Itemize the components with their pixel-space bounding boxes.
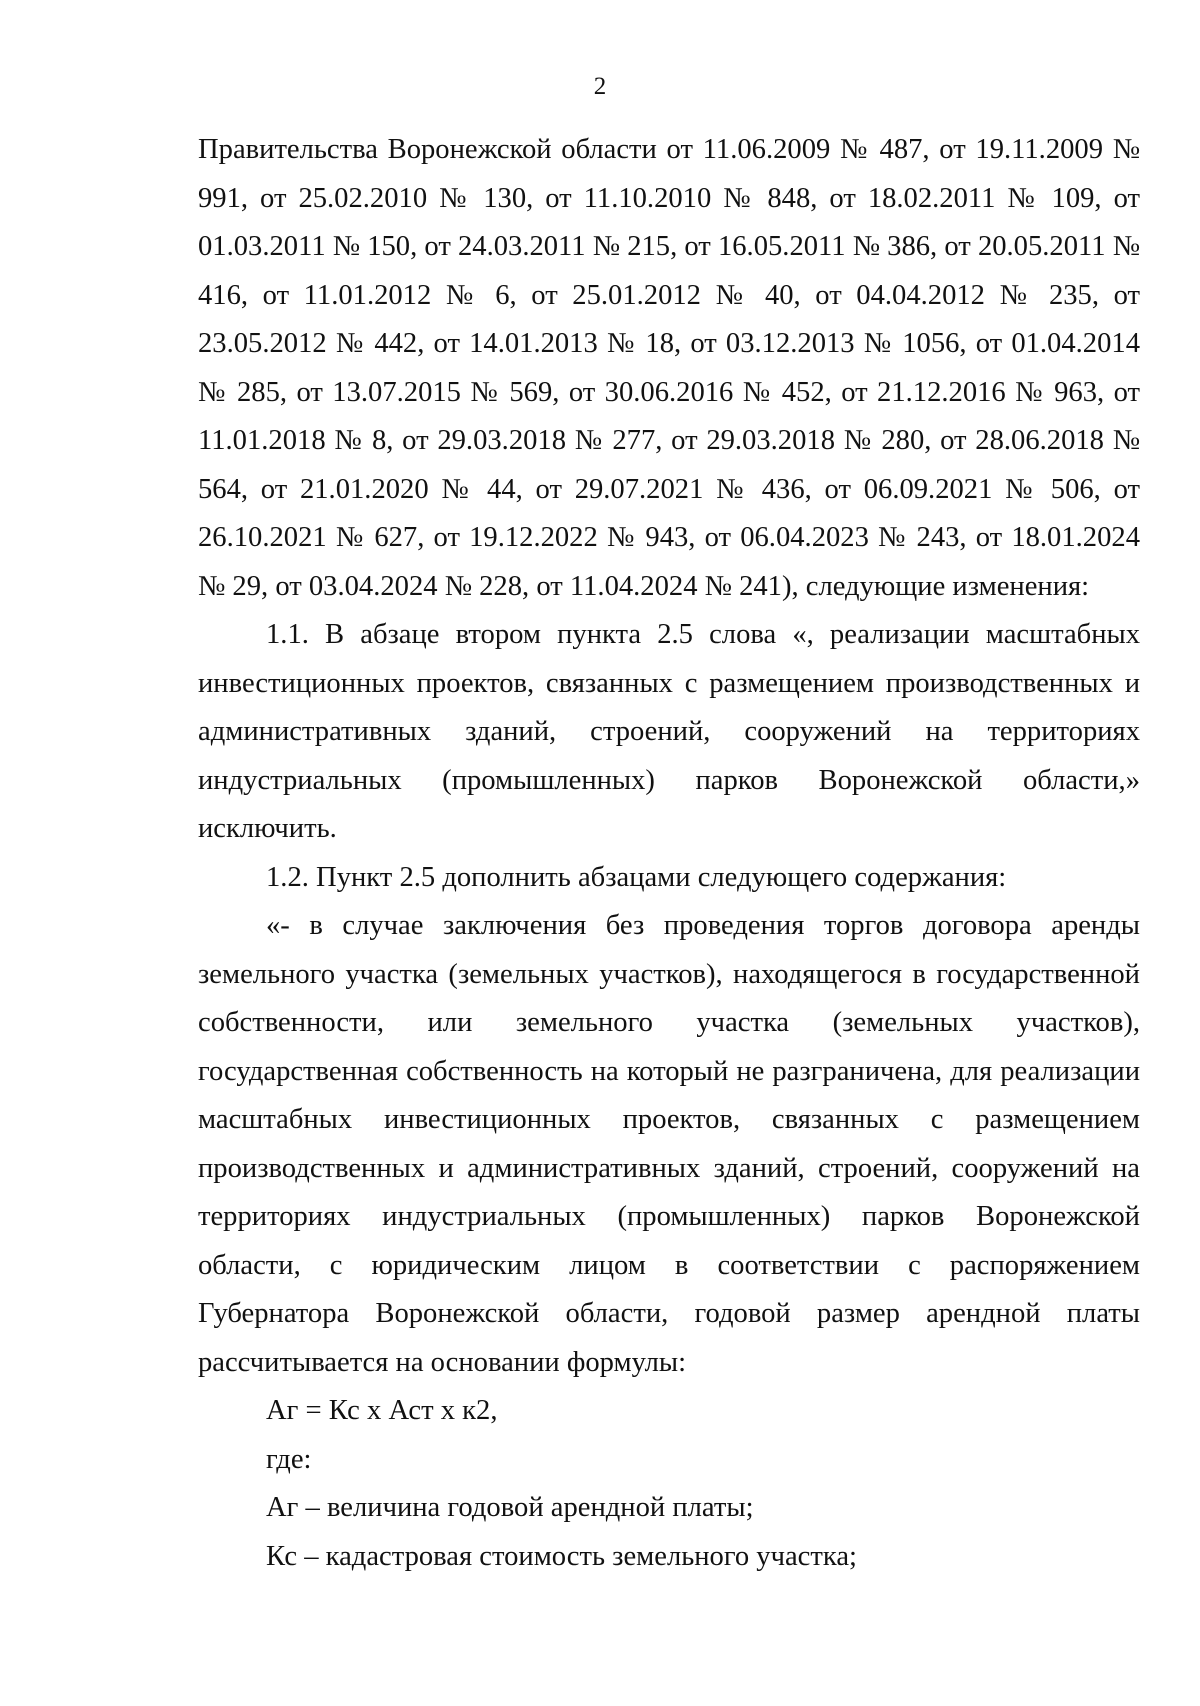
paragraph-amendments-list: Правительства Воронежской области от 11.06.2009 № 487, от 19.11.2009 № 991, от 25.02.2010 № 130, от 11.10.2010 № 848, от 18.02.2011 № 109, от 01.03.2011 № 150, от 24.03.2011 № 215, от 16.05.2011 № 386, от 20.05.2011 № 416, от 11.01.2012 № 6, от 25.01.2012 № 40, от 04.04.2012 № 235, от 23.05.2012 № 442, от 14.01.2013 № 18, от 03.12.2013 № 1056, от 01.04.2014 № 285, от 13.07.2015 № 569, от 30.06.2016 № 452, от 21.12.2016 № 963, от 11.01.2018 № 8, от 29.03.2018 № 277, от 29.03.2018 № 280, от 28.06.2018 № 564, от 21.01.2020 № 44, от 29.07.2021 № 436, от 06.09.2021 № 506, от 26.10.2021 № 627, от 19.12.2022 № 943, от 06.04.2023 № 243, от 18.01.2024 № 29, от 03.04.2024 № 228, от 11.04.2024 № 241), следующие изменения: [198,134,1140,602]
where-label: где: [266,1443,312,1475]
definition-ag: Аг – величина годовой арендной платы; [266,1492,754,1523]
document-body [198,126,1140,1581]
paragraph-lease-case: «- в случае заключения без проведения торгов договора аренды земельного участка (земельных участков), находящегося в государственной собственности, или земельного участка (земельных участков), государственная собственность на который не разграничена, для реализации масштабных инвестиционных проектов, связанных с размещением производственных и административных зданий, строений, сооружений на территориях индустриальных (промышленных) парков Воронежской области, с юридическим лицом в соответствии с распоряжением Губернатора Воронежской области, годовой размер арендной платы рассчитывается на основании формулы: [198,910,1140,1378]
definition-ks: Кс – кадастровая стоимость земельного участка; [266,1540,857,1572]
paragraph-item-1-2: 1.2. Пункт 2.5 дополнить абзацами следующего содержания: [266,861,1007,893]
formula: Аг = Кс х Аст х к2, [266,1395,498,1426]
page-number: 2 [593,73,607,100]
paragraph-item-1-1: 1.1. В абзаце втором пункта 2.5 слова «, реализации масштабных инвестиционных проектов, связанных с размещением производственных и административных зданий, строений, сооружений на территориях индустриальных (промышленных) парков Воронежской области,» исключить. [198,619,1140,844]
